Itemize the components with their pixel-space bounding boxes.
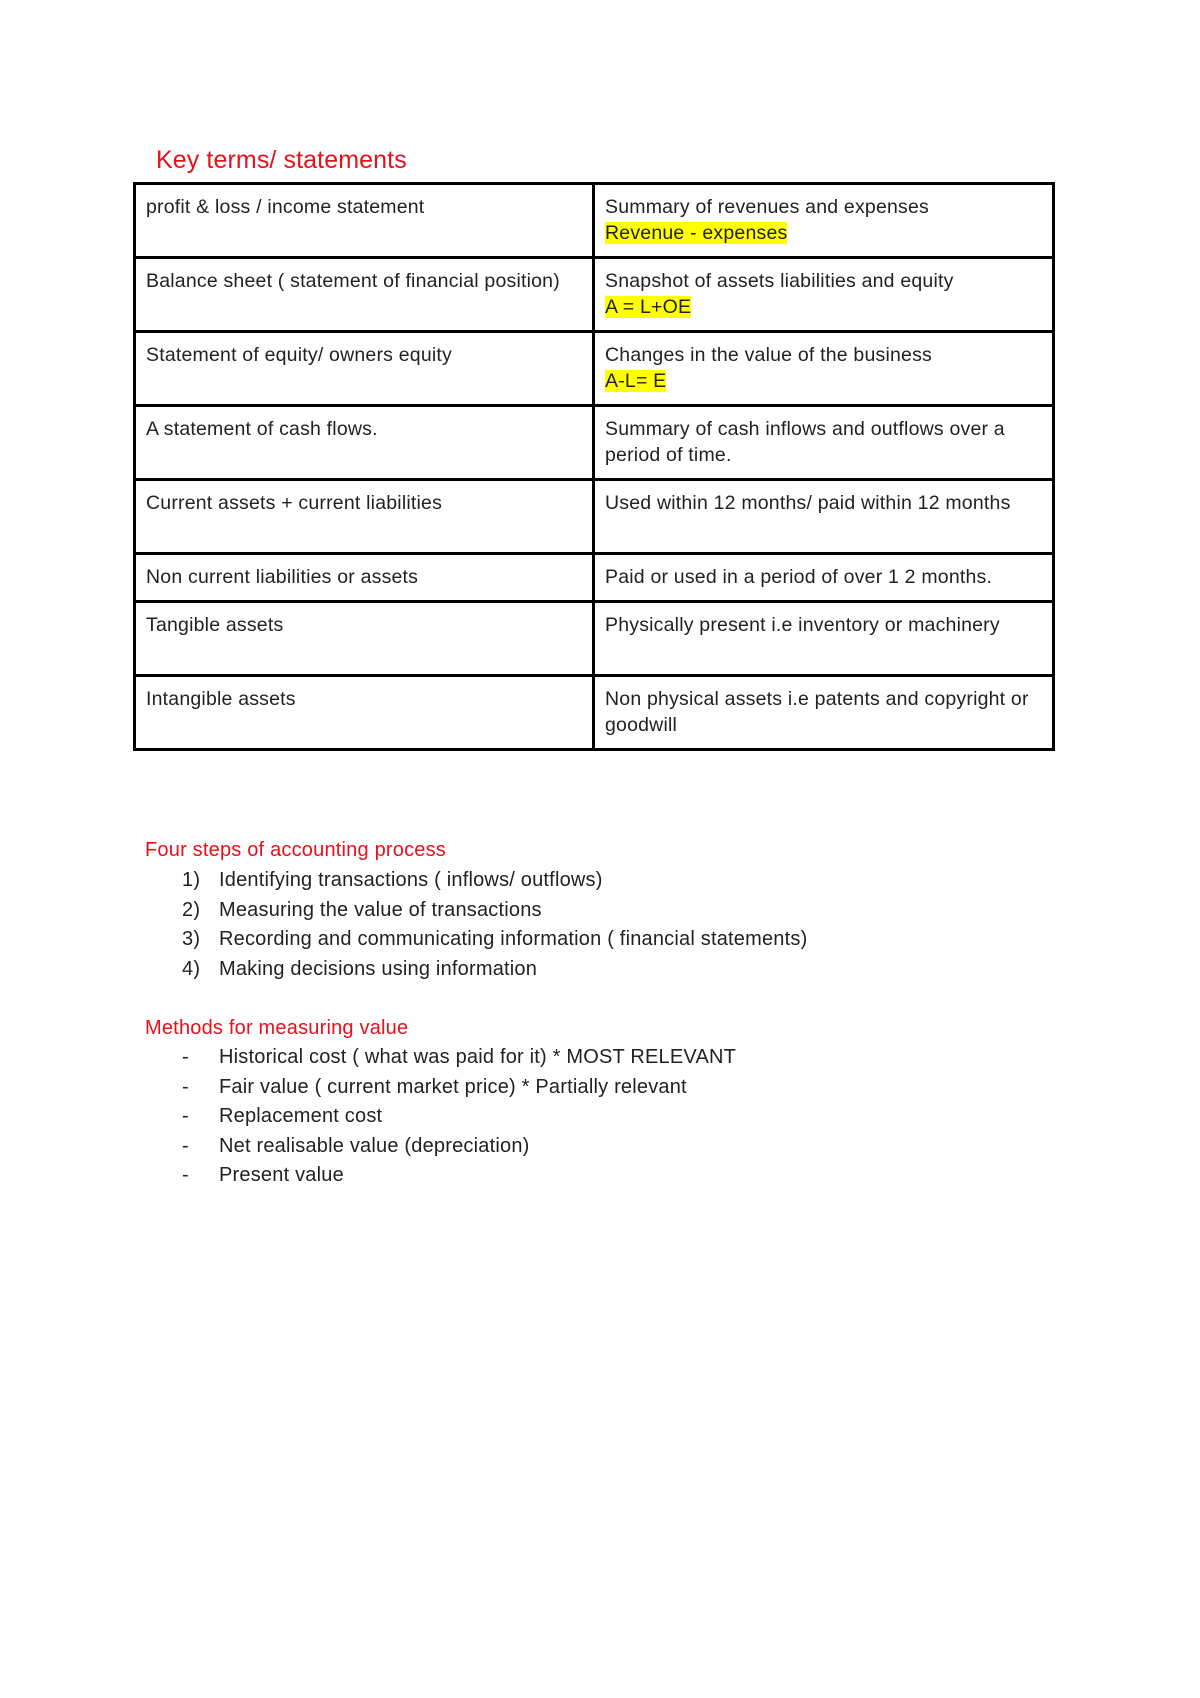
list-dash: -	[182, 1105, 189, 1127]
formula-highlight: A = L+OE	[605, 296, 692, 318]
definition-cell: Physically present i.e inventory or machinery	[594, 602, 1054, 676]
list-number: 2)	[182, 898, 201, 921]
definition-cell: Non physical assets i.e patents and copyright or goodwill	[594, 676, 1054, 750]
table-row	[135, 554, 1054, 602]
list-number: 4)	[182, 957, 201, 980]
list-dash: -	[182, 1134, 189, 1157]
list-item-text: Present value	[219, 1164, 344, 1186]
definition-cell: Paid or used in a period of over 1 2 months.	[594, 554, 1054, 602]
methods-heading: Methods for measuring value	[145, 1017, 409, 1039]
list-dash: -	[182, 1046, 189, 1068]
list-item-text: Net realisable value (depreciation)	[219, 1134, 530, 1157]
steps-heading: Four steps of accounting process	[145, 839, 446, 861]
table-row	[135, 480, 1054, 554]
definition-text: Changes in the value of the business	[605, 344, 932, 366]
key-terms-table	[133, 182, 1055, 751]
definition-cell: Summary of cash inflows and outflows over a period of time.	[594, 406, 1054, 480]
term-cell: Non current liabilities or assets	[135, 554, 594, 602]
term-cell: Intangible assets	[135, 676, 594, 750]
definition-cell	[594, 184, 1054, 258]
list-item-text: Historical cost ( what was paid for it) * MOST RELEVANT	[219, 1046, 737, 1068]
table-row	[135, 332, 1054, 406]
definition-text: Summary of revenues and expenses	[605, 196, 929, 218]
term-cell: Tangible assets	[135, 602, 594, 676]
table-row	[135, 406, 1054, 480]
term-cell: Balance sheet ( statement of financial position)	[135, 258, 594, 332]
definition-cell	[594, 258, 1054, 332]
list-item-text: Recording and communicating information ( financial statements)	[219, 928, 808, 950]
list-item-text: Measuring the value of transactions	[219, 898, 542, 921]
formula-highlight: Revenue - expenses	[605, 222, 788, 244]
list-number: 3)	[182, 928, 201, 950]
list-dash: -	[182, 1164, 189, 1186]
table-row	[135, 602, 1054, 676]
list-item-text: Fair value ( current market price) * Partially relevant	[219, 1075, 687, 1098]
table-row	[135, 184, 1054, 258]
term-cell: profit & loss / income statement	[135, 184, 594, 258]
definition-cell	[594, 332, 1054, 406]
formula-highlight: A-L= E	[605, 370, 667, 392]
definition-text: Snapshot of assets liabilities and equity	[605, 270, 954, 292]
term-cell: Statement of equity/ owners equity	[135, 332, 594, 406]
list-item-text: Identifying transactions ( inflows/ outflows)	[219, 869, 603, 891]
list-item-text: Making decisions using information	[219, 957, 538, 980]
table-row	[135, 258, 1054, 332]
page-title: Key terms/ statements	[156, 146, 407, 174]
list-item-text: Replacement cost	[219, 1105, 383, 1127]
list-number: 1)	[182, 869, 201, 891]
definition-cell: Used within 12 months/ paid within 12 months	[594, 480, 1054, 554]
list-dash: -	[182, 1075, 189, 1098]
table-row	[135, 676, 1054, 750]
term-cell: A statement of cash flows.	[135, 406, 594, 480]
term-cell: Current assets + current liabilities	[135, 480, 594, 554]
